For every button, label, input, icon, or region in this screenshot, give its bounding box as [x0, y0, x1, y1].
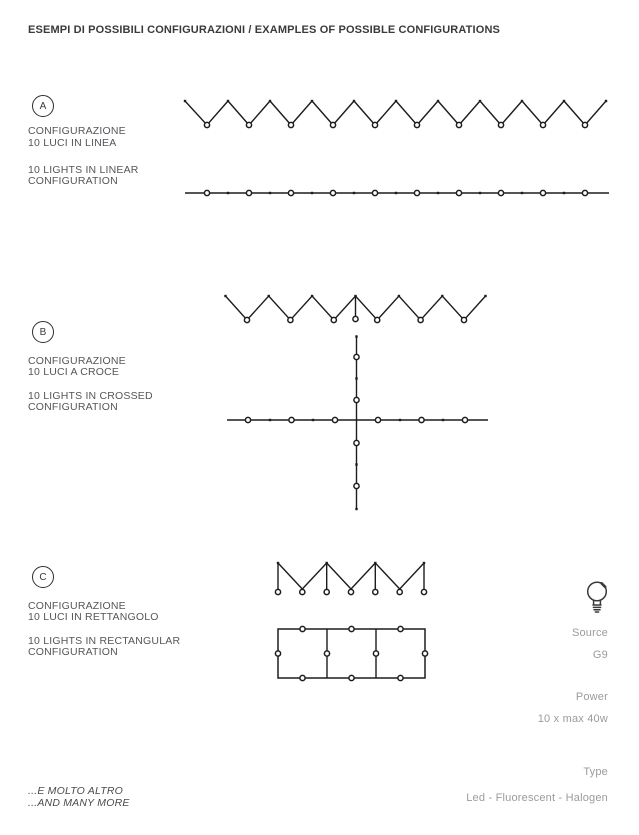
lamp-marker [289, 417, 294, 422]
junction-tick [355, 335, 357, 337]
junction-tick [521, 100, 523, 102]
power-value: 10 x max 40w [537, 713, 608, 725]
junction-tick [224, 295, 226, 297]
label-line: CONFIGURATION [28, 175, 118, 188]
config-b-letter: B [39, 326, 47, 338]
label-line: 10 LUCI IN RETTANGOLO [28, 611, 159, 624]
config-b-label-english [28, 391, 153, 415]
lamp-marker [462, 417, 467, 422]
lamp-marker [300, 675, 305, 680]
more-configurations-english: ...AND MANY MORE [28, 797, 130, 809]
config-c-label-italian [28, 601, 159, 625]
page-title: ESEMPI DI POSSIBILI CONFIGURAZIONI / EXAMPLES OF POSSIBLE CONFIGURATIONS [28, 24, 501, 36]
label-line: CONFIGURAZIONE [28, 599, 126, 612]
label-line: 10 LIGHTS IN LINEAR [28, 163, 139, 176]
junction-tick [311, 192, 313, 194]
junction-tick [399, 419, 401, 421]
lamp-marker [375, 417, 380, 422]
junction-tick [441, 295, 443, 297]
junction-tick [353, 192, 355, 194]
junction-tick [269, 419, 271, 421]
junction-tick [521, 192, 523, 194]
type-value: Led - Fluorescent - Halogen [466, 792, 608, 804]
junction-tick [355, 508, 357, 510]
lamp-marker [288, 317, 293, 322]
lamp-marker [372, 190, 377, 195]
lamp-marker [332, 417, 337, 422]
junction-tick [277, 562, 279, 564]
lamp-marker [330, 190, 335, 195]
source-value: G9 [592, 649, 608, 661]
junction-tick [479, 192, 481, 194]
junction-tick [479, 100, 481, 102]
junction-tick [374, 562, 376, 564]
junction-tick [311, 295, 313, 297]
junction-tick [398, 295, 400, 297]
lamp-marker [204, 122, 209, 127]
junction-tick [227, 192, 229, 194]
lamp-marker [456, 122, 461, 127]
lamp-marker [275, 589, 280, 594]
lamp-marker [397, 589, 402, 594]
junction-tick [184, 100, 186, 102]
diagram-c-elevation [275, 562, 426, 595]
lamp-marker [300, 626, 305, 631]
label-line: 10 LUCI IN LINEA [28, 136, 117, 149]
diagram-c-plan [275, 626, 427, 680]
lamp-marker [373, 589, 378, 594]
lamp-marker [354, 440, 359, 445]
lamp-marker [354, 397, 359, 402]
junction-tick [268, 295, 270, 297]
junction-tick [312, 419, 314, 421]
lamp-marker [582, 122, 587, 127]
label-line: 10 LUCI A CROCE [28, 366, 120, 379]
lamp-marker [398, 626, 403, 631]
lamp-marker [354, 483, 359, 488]
label-line: CONFIGURATION [28, 401, 118, 414]
lamp-marker [398, 675, 403, 680]
junction-tick [269, 100, 271, 102]
junction-tick [605, 100, 607, 102]
lamp-marker [540, 190, 545, 195]
config-a-label-italian [28, 126, 126, 150]
config-c-badge [32, 566, 54, 588]
label-line: CONFIGURAZIONE [28, 125, 126, 137]
label-line: CONFIGURAZIONE [28, 354, 126, 367]
lamp-marker [324, 651, 329, 656]
junction-tick [437, 192, 439, 194]
lamp-marker [540, 122, 545, 127]
junction-tick [395, 192, 397, 194]
lamp-marker [373, 651, 378, 656]
lamp-marker [498, 122, 503, 127]
lamp-marker [353, 316, 358, 321]
lamp-marker [349, 626, 354, 631]
junction-tick [437, 100, 439, 102]
lamp-marker [246, 122, 251, 127]
source-label: Source [571, 627, 608, 639]
lamp-marker [372, 122, 377, 127]
junction-tick [353, 100, 355, 102]
junction-tick [484, 295, 486, 297]
junction-tick [326, 562, 328, 564]
lamp-marker [331, 317, 336, 322]
junction-tick [311, 100, 313, 102]
more-configurations-italian: ...E MOLTO ALTRO [28, 785, 123, 797]
lamp-marker [288, 122, 293, 127]
diagram-b-plan [227, 335, 488, 510]
junction-tick [227, 100, 229, 102]
junction-tick [563, 100, 565, 102]
lamp-marker [354, 354, 359, 359]
junction-tick [423, 562, 425, 564]
lamp-marker [419, 417, 424, 422]
lamp-marker [348, 589, 353, 594]
config-b-label-italian [28, 356, 126, 380]
lamp-marker [414, 190, 419, 195]
config-a-badge [32, 95, 54, 117]
junction-tick [442, 419, 444, 421]
lamp-marker [204, 190, 209, 195]
junction-tick [355, 463, 357, 465]
lamp-marker [414, 122, 419, 127]
lamp-marker [582, 190, 587, 195]
config-a-label-english [28, 165, 139, 189]
lamp-marker [246, 190, 251, 195]
lamp-marker [461, 317, 466, 322]
lamp-marker [324, 589, 329, 594]
light-bulb-icon [582, 579, 612, 619]
label-line: 10 LIGHTS IN RECTANGULAR [28, 634, 181, 647]
label-line: 10 LIGHTS IN CROSSED [28, 389, 153, 402]
lamp-marker [422, 651, 427, 656]
lamp-marker [330, 122, 335, 127]
lamp-marker [456, 190, 461, 195]
config-c-letter: C [39, 571, 47, 583]
label-line: CONFIGURATION [28, 646, 118, 659]
junction-tick [355, 377, 357, 379]
lamp-marker [418, 317, 423, 322]
lamp-marker [349, 675, 354, 680]
lamp-marker [288, 190, 293, 195]
type-label: Type [583, 766, 608, 778]
power-label: Power [575, 691, 608, 703]
lamp-marker [421, 589, 426, 594]
junction-tick [354, 295, 356, 297]
lamp-marker [244, 317, 249, 322]
diagram-b-elevation [224, 295, 486, 323]
junction-tick [395, 100, 397, 102]
lamp-marker [245, 417, 250, 422]
lamp-marker [375, 317, 380, 322]
lamp-marker [300, 589, 305, 594]
config-c-label-english [28, 636, 180, 660]
diagram-a-plan [185, 190, 609, 195]
config-a-letter: A [39, 100, 47, 112]
lamp-marker [498, 190, 503, 195]
lamp-marker [275, 651, 280, 656]
diagram-a-elevation [184, 100, 607, 128]
config-b-badge [32, 321, 54, 343]
junction-tick [563, 192, 565, 194]
junction-tick [269, 192, 271, 194]
